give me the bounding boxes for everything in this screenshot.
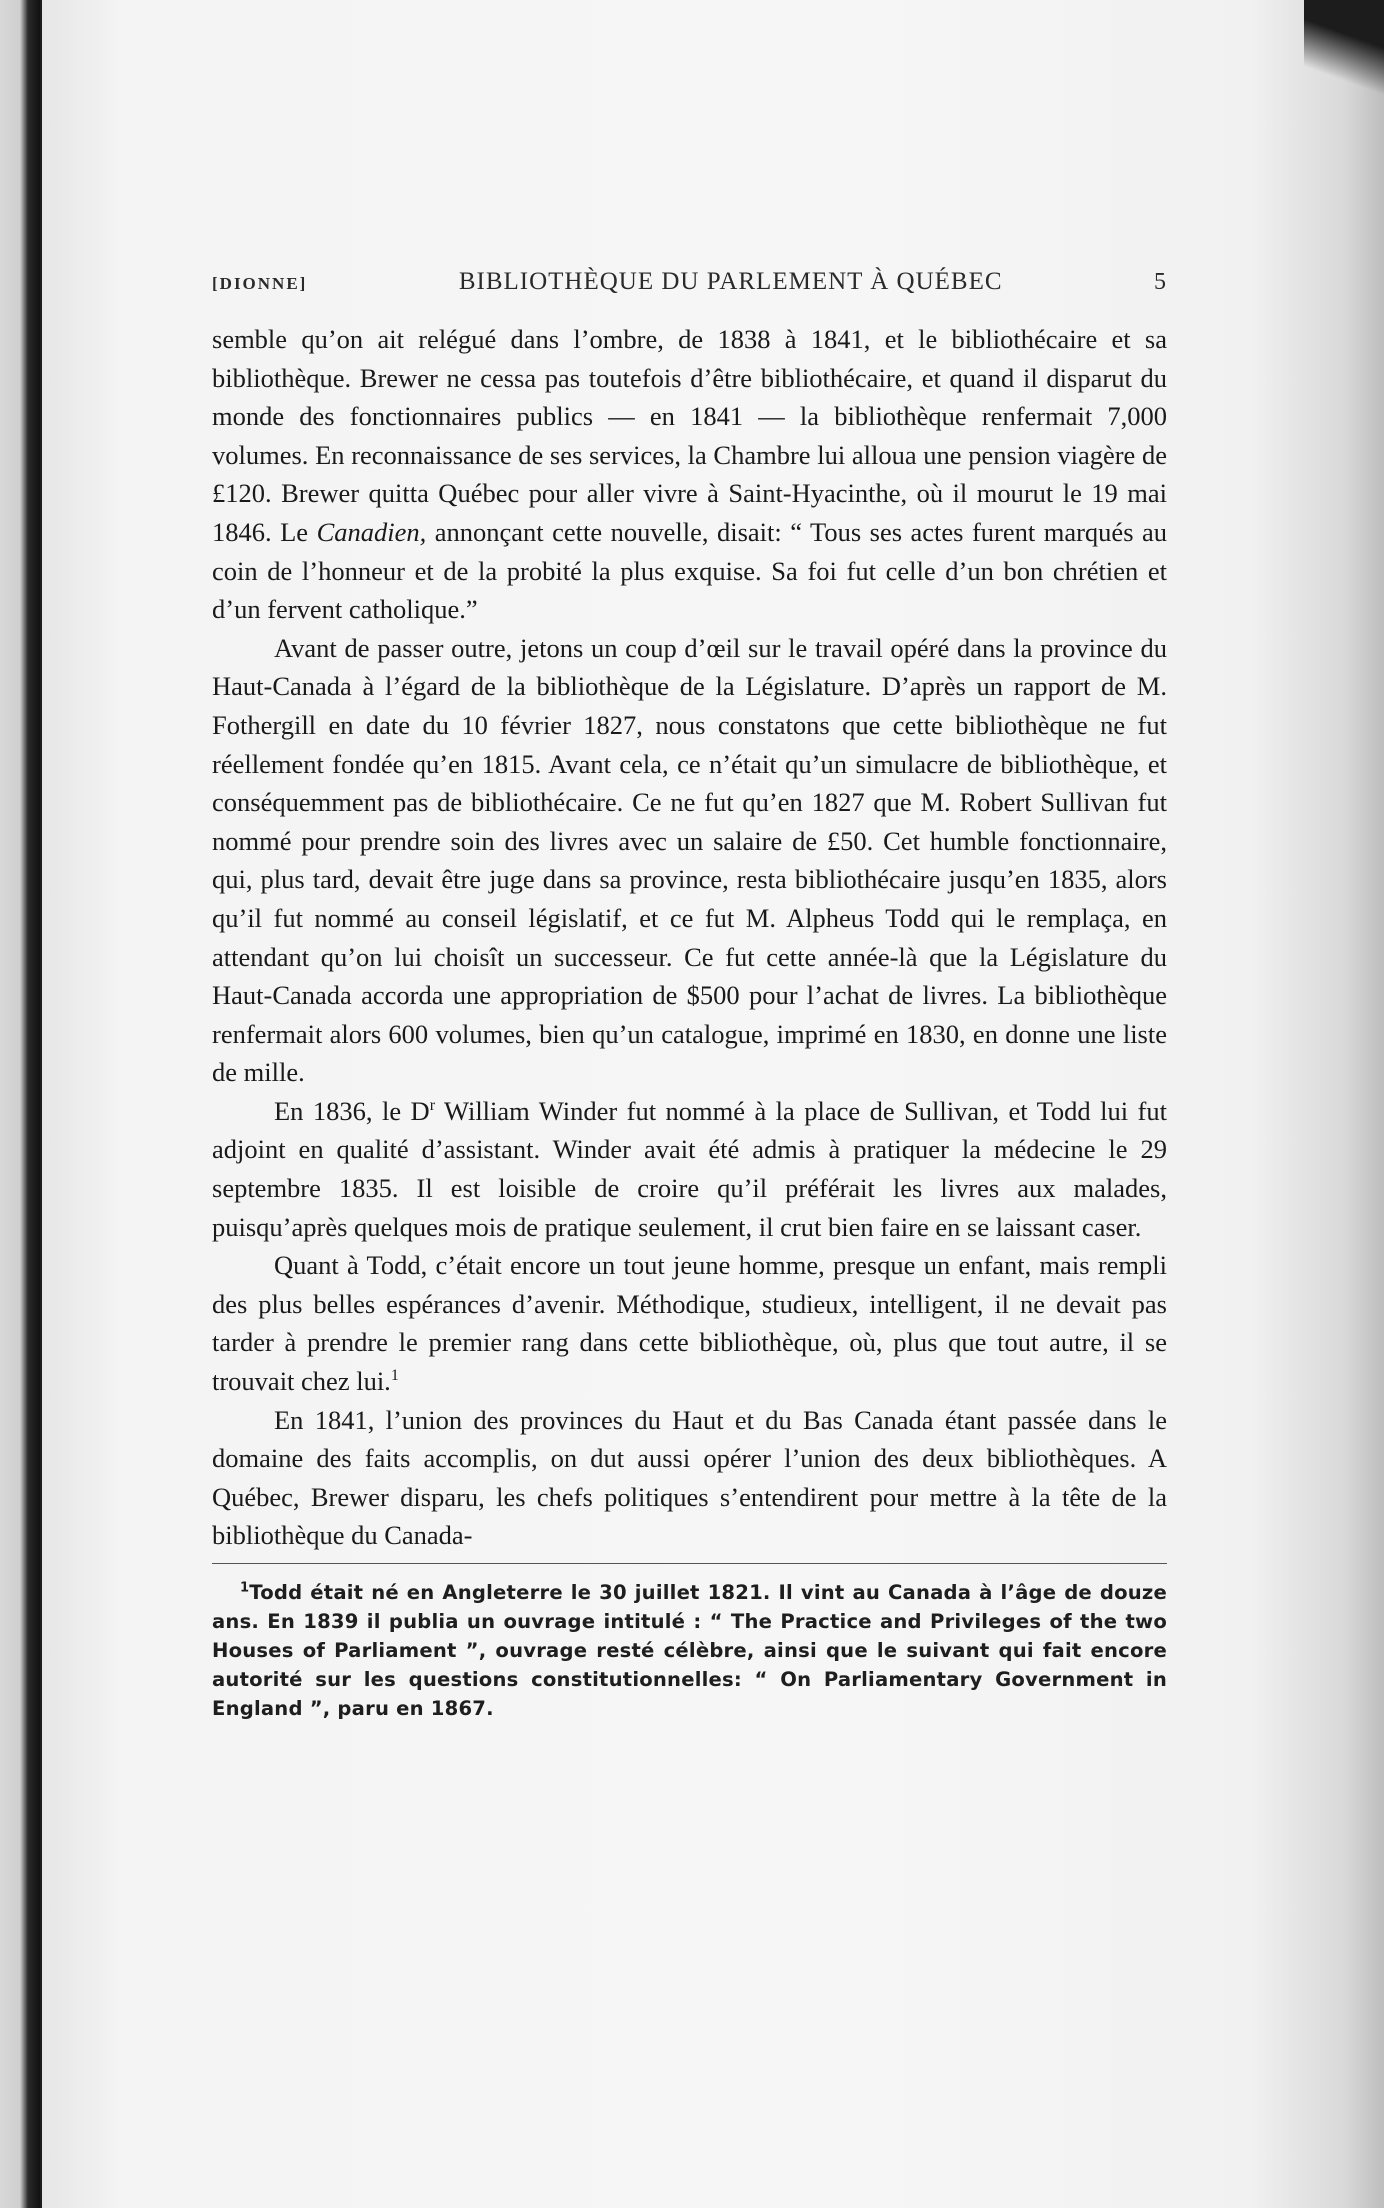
running-head-title: BIBLIOTHÈQUE DU PARLEMENT À QUÉBEC (458, 268, 1003, 295)
superscript: r (429, 1097, 436, 1115)
footnote (212, 1578, 1167, 1723)
paragraph (212, 320, 1167, 629)
paragraph (212, 1092, 1167, 1246)
body-text (212, 320, 1167, 1555)
text-run: Quant à Todd, c’était encore un tout jeune homme, presque un enfant, mais rempli des plus belles espérances d’avenir. Méthodique, studieux, intelligent, il ne devait pas tarder à prendre le premier rang dans cette bibliothèque, où, plus que tout autre, il se trouvait chez lui. (212, 1250, 1167, 1397)
paragraph (212, 1246, 1167, 1400)
page-number: 5 (1154, 269, 1167, 295)
scan-left-edge (0, 0, 40, 2208)
running-head (212, 268, 1167, 296)
text-run: Avant de passer outre, jetons un coup d’œil sur le travail opéré dans la province du Haut-Canada à l’égard de la bibliothèque de la Législature. D’après un rapport de M. Fothergill en date du 10 février 1827, nous constatons que cette bibliothèque ne fut réellement fondée qu’en 1815. Avant cela, ce n’était qu’un simulacre de bibliothèque, et conséquemment pas de bibliothécaire. Ce ne fut qu’en 1827 que M. Robert Sullivan fut nommé pour prendre soin des livres avec un salaire de £50. Cet humble fonctionnaire, qui, plus tard, devait être juge dans sa province, resta bibliothécaire jusqu’en 1835, alors qu’il fut nommé au conseil législatif, et ce fut M. Alpheus Todd qui le remplaça, en attendant qu’on lui choisît un successeur. Ce fut cette année-là que la Législature du Haut-Canada accorda une appropriation de $500 pour l’achat de livres. La bibliothèque renfermait alors 600 volumes, bien qu’un catalogue, imprimé en 1830, en donne une liste de mille. (212, 632, 1167, 1088)
footnote-mark: 1 (240, 1580, 250, 1596)
paragraph (212, 1401, 1167, 1555)
text-run: William Winder fut nommé à la place de Sullivan, et Todd lui fut adjoint en qualité d’assistant. Winder avait été admis à pratiquer la médecine le 29 septembre 1835. Il est loisible de croire qu’il préférait les livres aux malades, puisqu’après quelques mois de pratique seulement, il crut bien faire en se laissant caser. (212, 1095, 1167, 1242)
text-block (212, 268, 1167, 1723)
page-corner-shadow (1304, 0, 1384, 130)
running-head-author: [DIONNE] (212, 274, 308, 293)
text-run: En 1841, l’union des provinces du Haut et du Bas Canada étant passée dans le domaine des faits accomplis, on dut aussi opérer l’union des deux bibliothèques. A Québec, Brewer disparu, les chefs politiques s’entendirent pour mettre à la tête de la bibliothèque du Canada- (212, 1404, 1167, 1551)
text-run: semble qu’on ait relégué dans l’ombre, de 1838 à 1841, et le bibliothécaire et sa bibliothèque. Brewer ne cessa pas toutefois d’être bibliothécaire, et quand il disparut du monde des fonctionnaires publics — en 1841 — la bibliothèque renfermait 7,000 volumes. En reconnaissance de ses services, la Chambre lui alloua une pension viagère de £120. Brewer quitta Québec pour aller vivre à Saint-Hyacinthe, où il mourut le 19 mai 1846. Le (212, 324, 1167, 547)
footnote-text: Todd était né en Angleterre le 30 juillet 1821. Il vint au Canada à l’âge de douze ans. En 1839 il publia un ouvrage intitulé : “ The Practice and Privileges of the two Houses of Parliament ”, ouvrage resté célèbre, ainsi que le suivant qui fait encore autorité sur les questions constitutionnelles: “ On Parliamentary Government in England ”, paru en 1867. (212, 1581, 1167, 1720)
paragraph (212, 629, 1167, 1092)
book-page (42, 0, 1384, 2208)
superscript: 1 (390, 1367, 399, 1385)
italic-text: Canadien, (316, 516, 427, 547)
footnote-rule (212, 1563, 1167, 1564)
text-run: annonçant cette nouvelle, disait: “ Tous ses actes furent marqués au coin de l’honneur et de la probité la plus exquise. Sa foi fut celle d’un bon chrétien et d’un fervent catholique.” (212, 516, 1168, 625)
text-run: En 1836, le D (274, 1095, 430, 1126)
footnotes (212, 1578, 1167, 1723)
